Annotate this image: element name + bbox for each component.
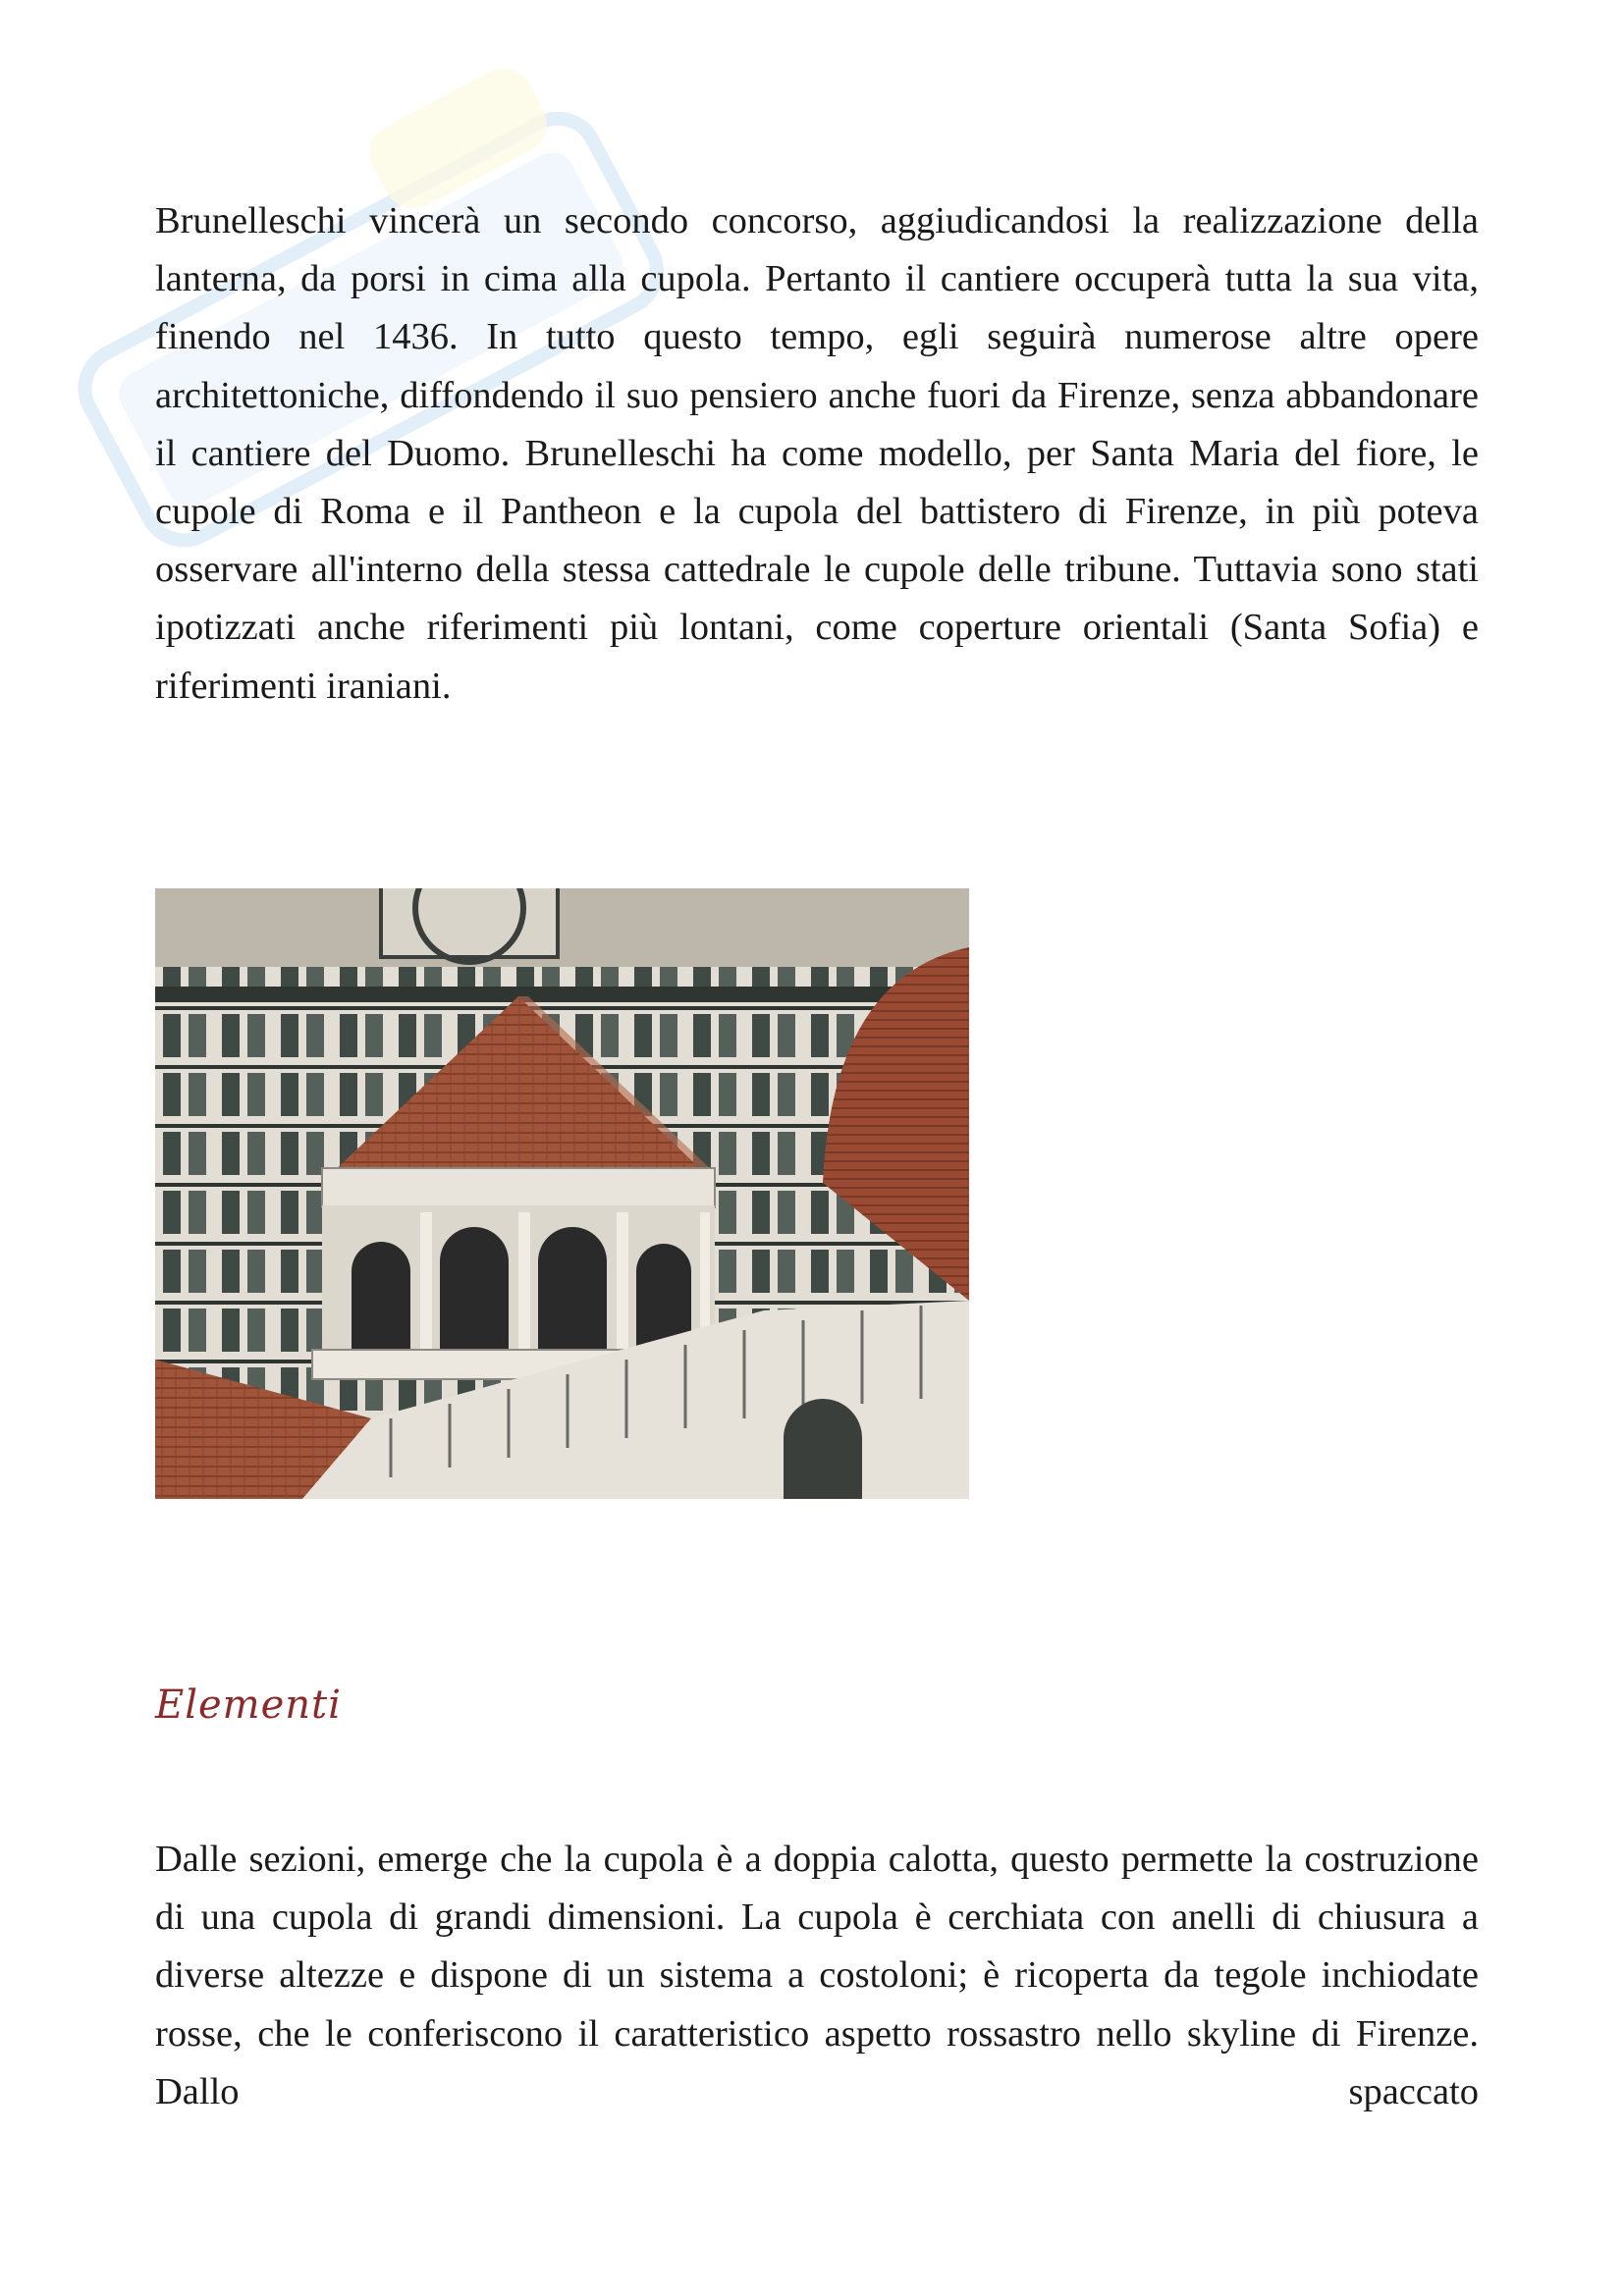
paragraph-2: Dalle sezioni, emerge che la cupola è a doppia calotta, questo permette la costruzione di una cupola di grandi dimensioni. La cupola è cerchiata con anelli di chiusura a diverse altezze e dispone di un sistema a costoloni; è ricoperta da tegole inchiodate rosse, che le conferiscono il caratteristico aspetto rossastro nello skyline di Firenze. Dallo spaccato xyxy=(155,1839,1479,2112)
duomo-tribune-photo xyxy=(155,888,969,1499)
section-heading: Elementi xyxy=(155,1682,342,1728)
paragraph-1: Brunelleschi vincerà un secondo concorso, aggiudicandosi la realizzazione della lanterna, da porsi in cima alla cupola. Pertanto il cantiere occuperà tutta la sua vita, finendo nel 1436. In tutto questo tempo, egli seguirà numerose altre opere architettoniche, diffondendo il suo pensiero anche fuori da Firenze, senza abbandonare il cantiere del Duomo. Brunelleschi ha come modello, per Santa Maria del fiore, le cupole di Roma e il Pantheon e la cupola del battistero di Firenze, in più poteva osservare all'interno della stessa cattedrale le cupole delle tribune. Tuttavia sono stati ipotizzati anche riferimenti più lontani, come coperture orientali (Santa Sofia) e riferimenti iraniani. xyxy=(155,200,1479,707)
